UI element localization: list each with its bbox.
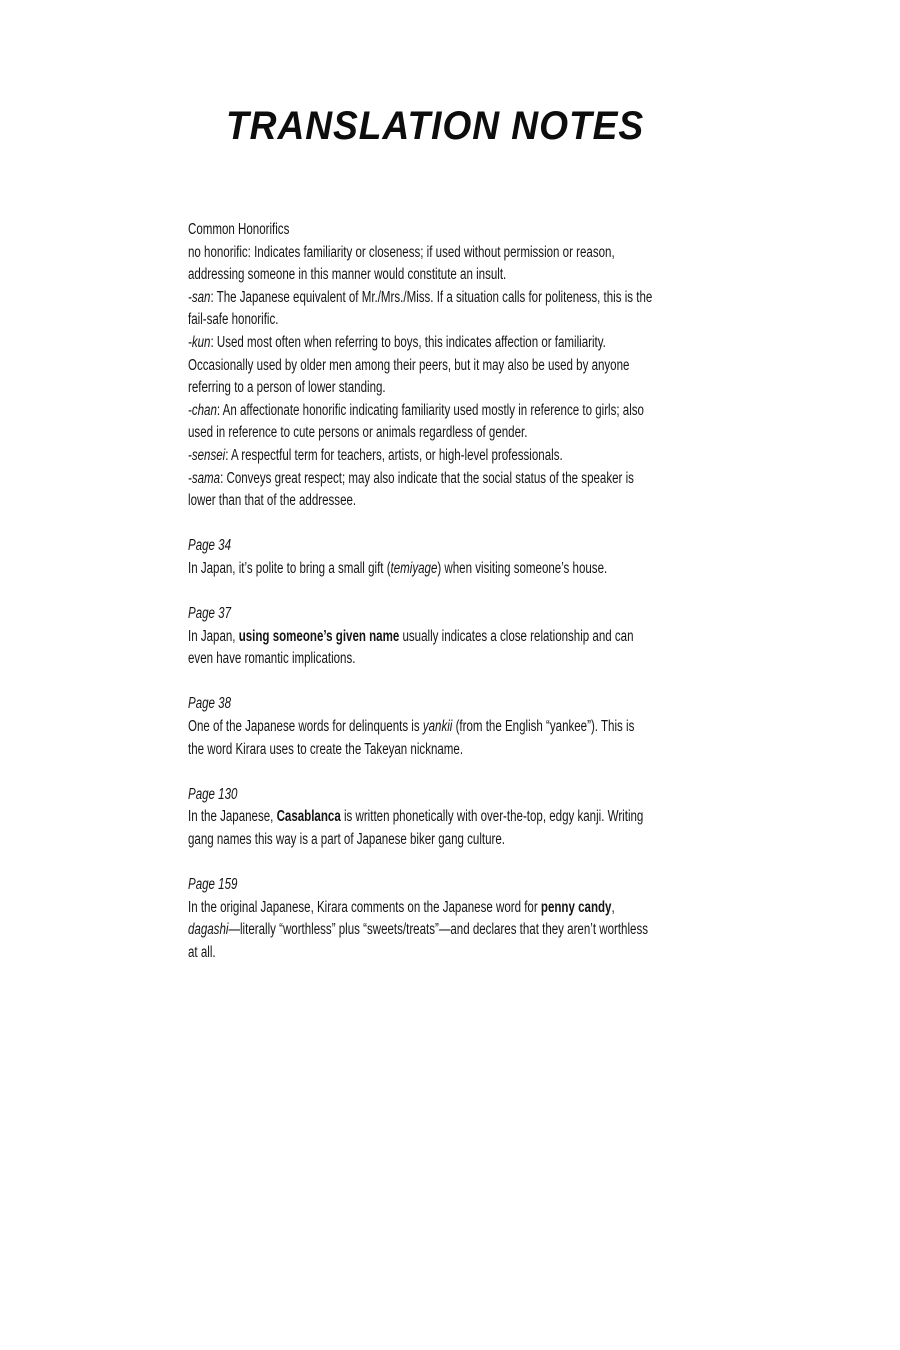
note-text-segment: yankii [422, 718, 453, 736]
note-page-label: Page 38 [188, 695, 232, 713]
note-text [188, 626, 653, 671]
honorifics-list [188, 242, 653, 513]
honorific-entry [188, 468, 653, 513]
page-note [188, 784, 653, 852]
honorific-entry [188, 400, 653, 445]
notes-list [188, 535, 653, 964]
note-text-segment: One of the Japanese words for delinquents is [188, 718, 423, 736]
note-text-segment: ) when visiting someone’s house. [437, 559, 608, 577]
page-note [188, 693, 653, 761]
note-text-segment: Casablanca [276, 808, 341, 826]
note-text-segment: In Japan, [188, 627, 239, 645]
note-page-label: Page 130 [188, 785, 238, 803]
page-title: TRANSLATION NOTES [226, 104, 645, 148]
note-text [188, 897, 653, 965]
note-text-segment: In the original Japanese, Kirara comments on the Japanese word for [188, 898, 541, 916]
note-text-segment: temiyage [390, 559, 438, 577]
honorifics-heading: Common Honorifics [188, 221, 290, 238]
note-page-label: Page 34 [188, 537, 232, 555]
note-text-segment: —literally “worthless” plus “sweets/treats”—and declares that they aren’t worthless at all. [188, 921, 648, 961]
honorific-term: -san [188, 288, 211, 306]
honorific-term: no honorific [188, 243, 248, 261]
page-note [188, 603, 653, 671]
honorific-term: -kun [188, 333, 211, 351]
note-text-segment: penny candy [540, 898, 612, 916]
honorific-definition: : Conveys great respect; may also indicate that the social status of the speaker is lower than that of the addressee. [188, 469, 634, 510]
note-text-segment: is written phonetically with over-the-top, edgy kanji. Writing gang names this way is a part of Japanese biker gang culture. [188, 808, 644, 849]
page-note [188, 874, 653, 964]
note-text-segment: , [611, 898, 615, 916]
note-text-segment: In the Japanese, [188, 808, 277, 826]
honorifics-section [188, 219, 653, 513]
note-text [188, 806, 653, 851]
honorific-term: -sensei [188, 446, 226, 464]
honorific-term: -chan [188, 401, 217, 419]
honorific-definition: : Indicates familiarity or closeness; if used without permission or reason, addressing someone in this manner would constitute an insult. [188, 243, 615, 284]
note-text-segment: (from the English “yankee”). This is the word Kirara uses to create the Takeyan nickname. [188, 718, 635, 758]
notes-content [188, 219, 653, 965]
honorific-definition: : A respectful term for teachers, artists, or high-level professionals. [225, 446, 563, 464]
honorific-entry [188, 332, 653, 400]
note-text-segment: using someone’s given name [238, 627, 400, 645]
honorific-entry [188, 287, 653, 332]
honorific-term: -sama [188, 469, 221, 487]
note-text [188, 716, 653, 761]
honorific-definition: : An affectionate honorific indicating familiarity used mostly in reference to girls; also used in reference to cute persons or animals regardless of gender. [188, 401, 644, 442]
honorific-definition: : The Japanese equivalent of Mr./Mrs./Miss. If a situation calls for politeness, this is the fail-safe honorific. [188, 288, 653, 329]
note-page-label: Page 159 [188, 876, 238, 894]
honorific-entry [188, 242, 653, 287]
page-note [188, 535, 653, 580]
honorific-definition: : Used most often when referring to boys, this indicates affection or familiarity. Occasionally used by older men among their peers, but it may also be used by anyone referring to a person of lower standing. [188, 333, 630, 397]
note-text [188, 558, 653, 581]
note-page-label: Page 37 [188, 605, 232, 623]
note-text-segment: usually indicates a close relationship and can even have romantic implications. [188, 627, 634, 668]
note-text-segment: In Japan, it’s polite to bring a small gift ( [188, 559, 391, 577]
note-text-segment: dagashi [188, 921, 229, 939]
honorific-entry [188, 445, 653, 468]
